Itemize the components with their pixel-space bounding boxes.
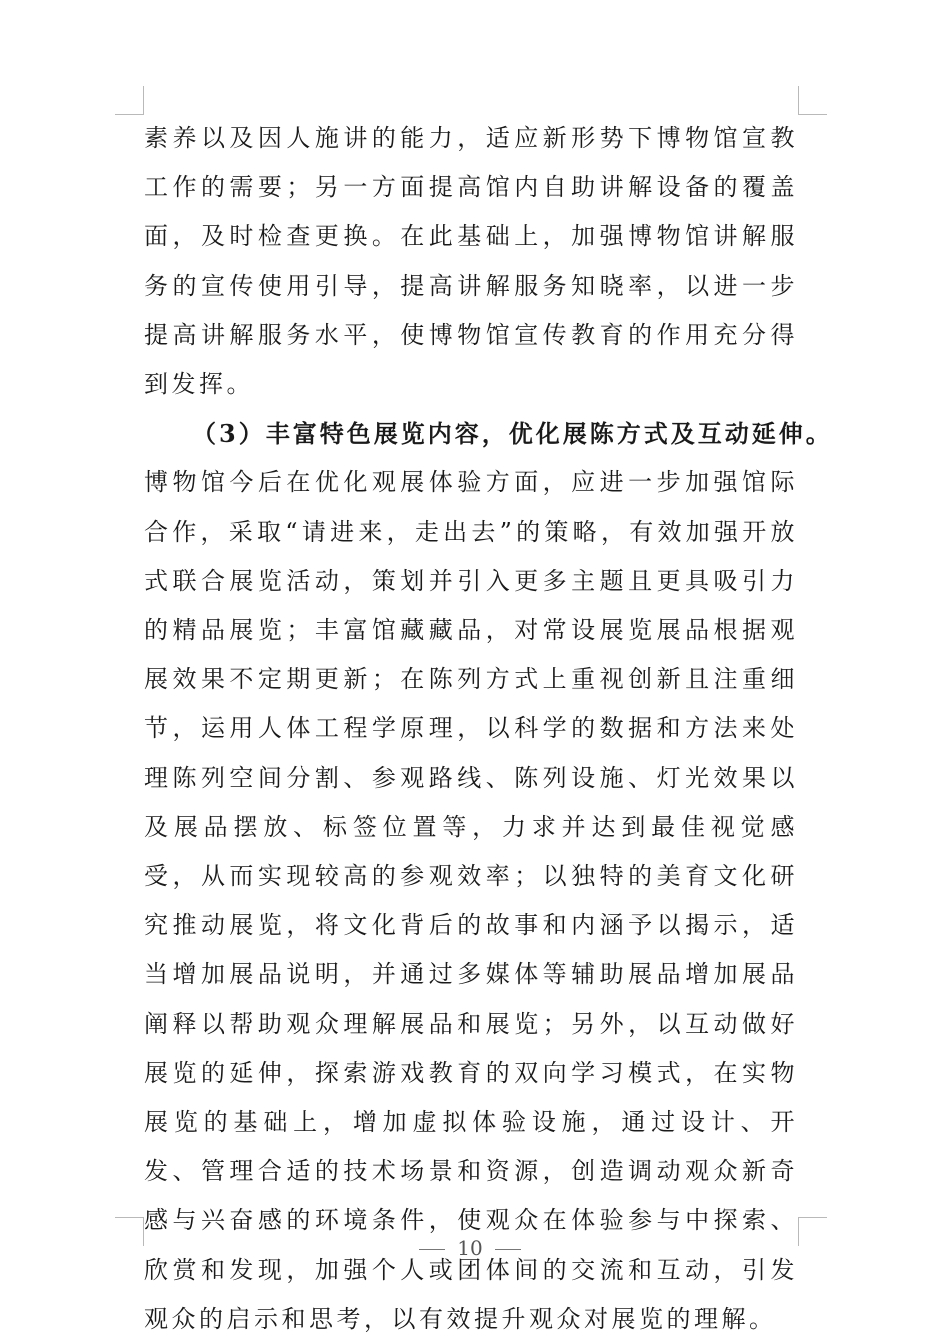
page-number: 10 — [457, 1236, 483, 1260]
footer-dash-left — [419, 1249, 445, 1250]
footer-dash-right — [495, 1249, 521, 1250]
paragraph-continued: 素养以及因人施讲的能力，适应新形势下博物馆宣教工作的需要；另一方面提高馆内自助讲解设备的覆盖面，及时检查更换。在此基础上，加强博物馆讲解服务的宣传使用引导，提高讲解服务知晓率，以进一步提高讲解服务水平，使博物馆宣传教育的作用充分得到发挥。 — [144, 124, 798, 399]
crop-mark-top-right — [798, 86, 827, 115]
paragraph-body: 博物馆今后在优化观展体验方面，应进一步加强馆际合作，采取“请进来，走出去”的策略，有效加强开放式联合展览活动，策划并引入更多主题且更具吸引力的精品展览；丰富馆藏藏品，对常设展览展品根据观展效果不定期更新；在陈列方式上重视创新且注重细节，运用人体工程学原理，以科学的数据和方法来处理陈列空间分割、参观路线、陈列设施、灯光效果以及展品摆放、标签位置等，力求并达到最佳视觉感受，从而实现较高的参观效率；以独特的美育文化研究推动展览，将文化背后的故事和内涵予以揭示，适当增加展品说明，并通过多媒体等辅助展品增加展品阐释以帮助观众理解展品和展览；另外，以互动做好展览的延伸，探索游戏教育的双向学习模式，在实物展览的基础上，增加虚拟体验设施，通过设计、开发、管理合适的技术场景和资源，创造调动观众新奇感与兴奋感的环境条件，使观众在体验参与中探索、欣赏和发现，加强个人或团体间的交流和互动，引发观众的启示和思考，以有效提升观众对展览的理解。 — [144, 468, 798, 1333]
section-heading: （3）丰富特色展览内容，优化展陈方式及互动延伸。 — [192, 419, 833, 449]
page-footer — [0, 1236, 940, 1260]
crop-mark-top-left — [115, 86, 144, 115]
page-body — [144, 114, 833, 1344]
